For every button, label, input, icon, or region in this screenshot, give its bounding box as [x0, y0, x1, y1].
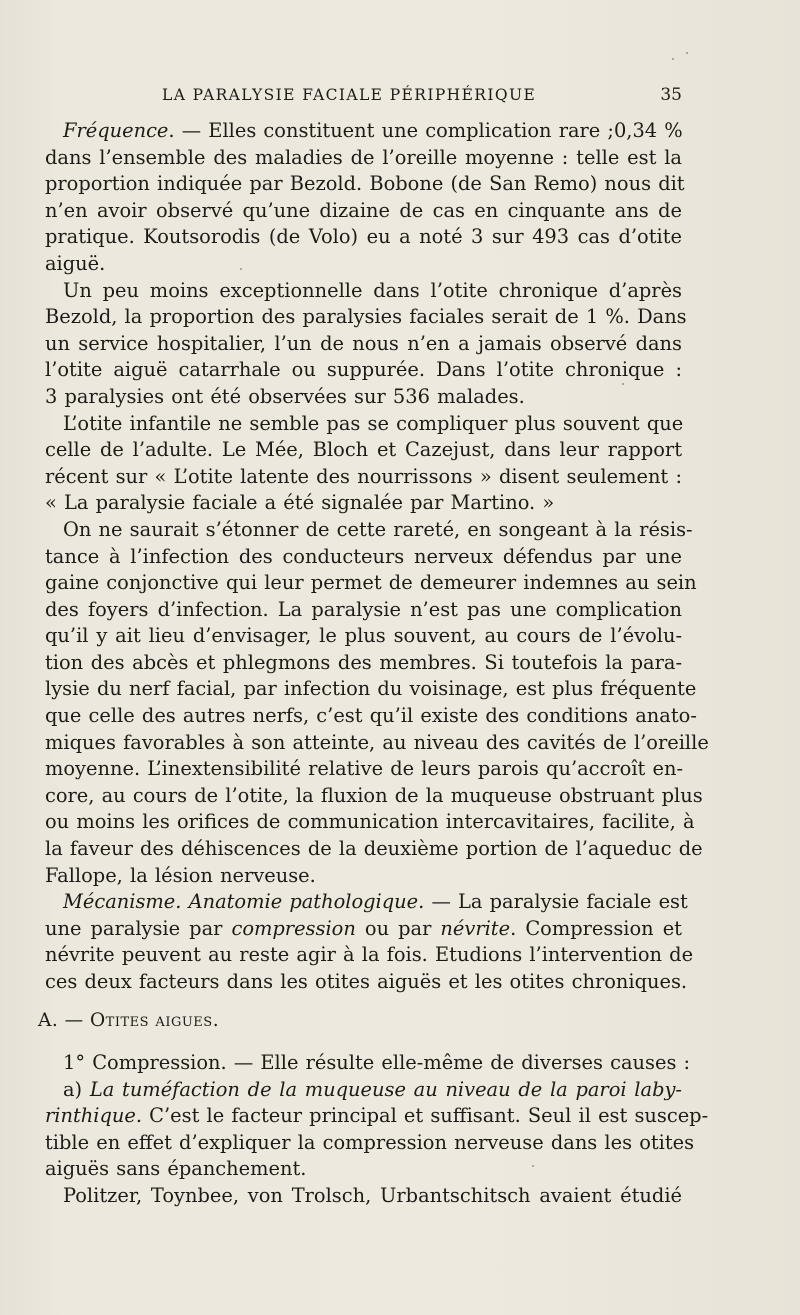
section-letter: A. — — [38, 1010, 91, 1031]
page-number: 35 — [660, 85, 682, 105]
text-line: Bezold, la proportion des paralysies faciales serait de 1 %. Dans — [45, 305, 687, 329]
scan-speck — [532, 1165, 534, 1167]
text-line: « La paralysie faciale a été signalée par Martino. » — [45, 491, 555, 515]
running-header — [162, 86, 682, 104]
paragraph-rarete — [45, 517, 709, 889]
body-text-top — [45, 118, 709, 996]
paragraph-compression — [45, 1050, 709, 1210]
italic-heading: Fréquence — [63, 119, 169, 142]
text-line: un service hospitalier, l’un de nous n’en a jamais observé dans — [45, 331, 682, 355]
text-line: Fréquence. — Elles constituent une complication rare ;0,34 % — [63, 119, 683, 142]
text-line: gaine conjonctive qui leur permet de demeurer indemnes au sein — [45, 571, 697, 595]
text-line: lysie du nerf facial, par infection du voisinage, est plus fréquente — [45, 677, 697, 701]
text-line: 3 paralysies ont été observées sur 536 malades. — [45, 384, 525, 408]
text-line: dans l’ensemble des maladies de l’oreille moyenne : telle est la — [45, 145, 682, 169]
paragraph-frequence — [45, 118, 685, 278]
paragraph-infantile — [45, 411, 682, 517]
text-line: tion des abcès et phlegmons des membres. Si toutefois la para- — [45, 650, 682, 674]
text-line: que celle des autres nerfs, c’est qu’il existe des conditions anato- — [45, 704, 697, 728]
text-line: tance à l’infection des conducteurs nerveux défendus par une — [45, 544, 682, 568]
text-line: une paralysie par compression ou par névrite. Compression et — [45, 916, 682, 940]
text-line: Un peu moins exceptionnelle dans l’otite chronique d’après — [63, 278, 682, 302]
text-line: 1° Compression. — Elle résulte elle-même de diverses causes : — [63, 1051, 691, 1074]
text-line: Politzer, Toynbee, von Trolsch, Urbantschitsch avaient étudié — [63, 1183, 682, 1207]
text-line: ces deux facteurs dans les otites aiguës et les otites chroniques. — [45, 970, 688, 993]
text-line: ou moins les orifices de communication intercavitaires, facilite, à — [45, 810, 695, 834]
scan-speck — [686, 52, 688, 54]
text-line: aiguë. — [45, 251, 106, 275]
body-text-bottom — [45, 1050, 709, 1210]
text-line: l’otite aiguë catarrhale ou suppurée. Dans l’otite chronique : — [45, 358, 682, 382]
text-line: récent sur « L’otite latente des nourrissons » disent seulement : — [45, 464, 682, 488]
text-line: celle de l’adulte. Le Mée, Bloch et Cazejust, dans leur rapport — [45, 438, 682, 462]
section-title: Otites aigues. — [90, 1010, 220, 1031]
italic-heading: Mécanisme. Anatomie pathologique. — [63, 890, 425, 914]
text-line: n’en avoir observé qu’une dizaine de cas en cinquante ans de — [45, 198, 682, 222]
paragraph-chronique — [45, 278, 687, 411]
text-line: tible en effet d’expliquer la compression nerveuse dans les otites — [45, 1130, 695, 1154]
text-line: Mécanisme. Anatomie pathologique. — La paralysie faciale est — [63, 890, 688, 914]
scan-speck — [622, 383, 624, 385]
text-line: pratique. Koutsorodis (de Volo) eu a noté 3 sur 493 cas d’otite — [45, 225, 682, 249]
text-line: qu’il y ait lieu d’envisager, le plus souvent, au cours de l’évolu- — [45, 624, 682, 648]
text-line: des foyers d’infection. La paralysie n’est pas une complication — [45, 597, 682, 621]
text-line: core, au cours de l’otite, la fluxion de la muqueuse obstruant plus — [45, 783, 703, 807]
text-line: névrite peuvent au reste agir à la fois. Etudions l’intervention de — [45, 943, 694, 967]
paragraph-mecanisme — [45, 889, 694, 995]
text-line: miques favorables à son atteinte, au niveau des cavités de l’oreille — [45, 730, 709, 754]
scan-speck — [672, 58, 674, 60]
text-line: a) La tuméfaction de la muqueuse au niveau de la paroi laby- — [63, 1077, 682, 1101]
text-line: L’otite infantile ne semble pas se compliquer plus souvent que — [63, 411, 684, 435]
running-title: LA PARALYSIE FACIALE PÉRIPHÉRIQUE — [162, 86, 537, 104]
text-line: proportion indiquée par Bezold. Bobone (de San Remo) nous dit — [45, 172, 685, 196]
text-line: rinthique. C’est le facteur principal et suffisant. Seul il est suscep- — [45, 1104, 709, 1128]
text-line: On ne saurait s’étonner de cette rareté, en songeant à la résis- — [63, 517, 693, 541]
text-line: moyenne. L’inextensibilité relative de leurs parois qu’accroît en- — [45, 757, 684, 781]
text-line: la faveur des déhiscences de la deuxième portion de l’aqueduc de — [45, 837, 703, 861]
text-line: Fallope, la lésion nerveuse. — [45, 863, 316, 887]
section-heading — [38, 1010, 219, 1031]
text-line: aiguës sans épanchement. — [45, 1157, 307, 1181]
scan-speck — [240, 268, 242, 270]
